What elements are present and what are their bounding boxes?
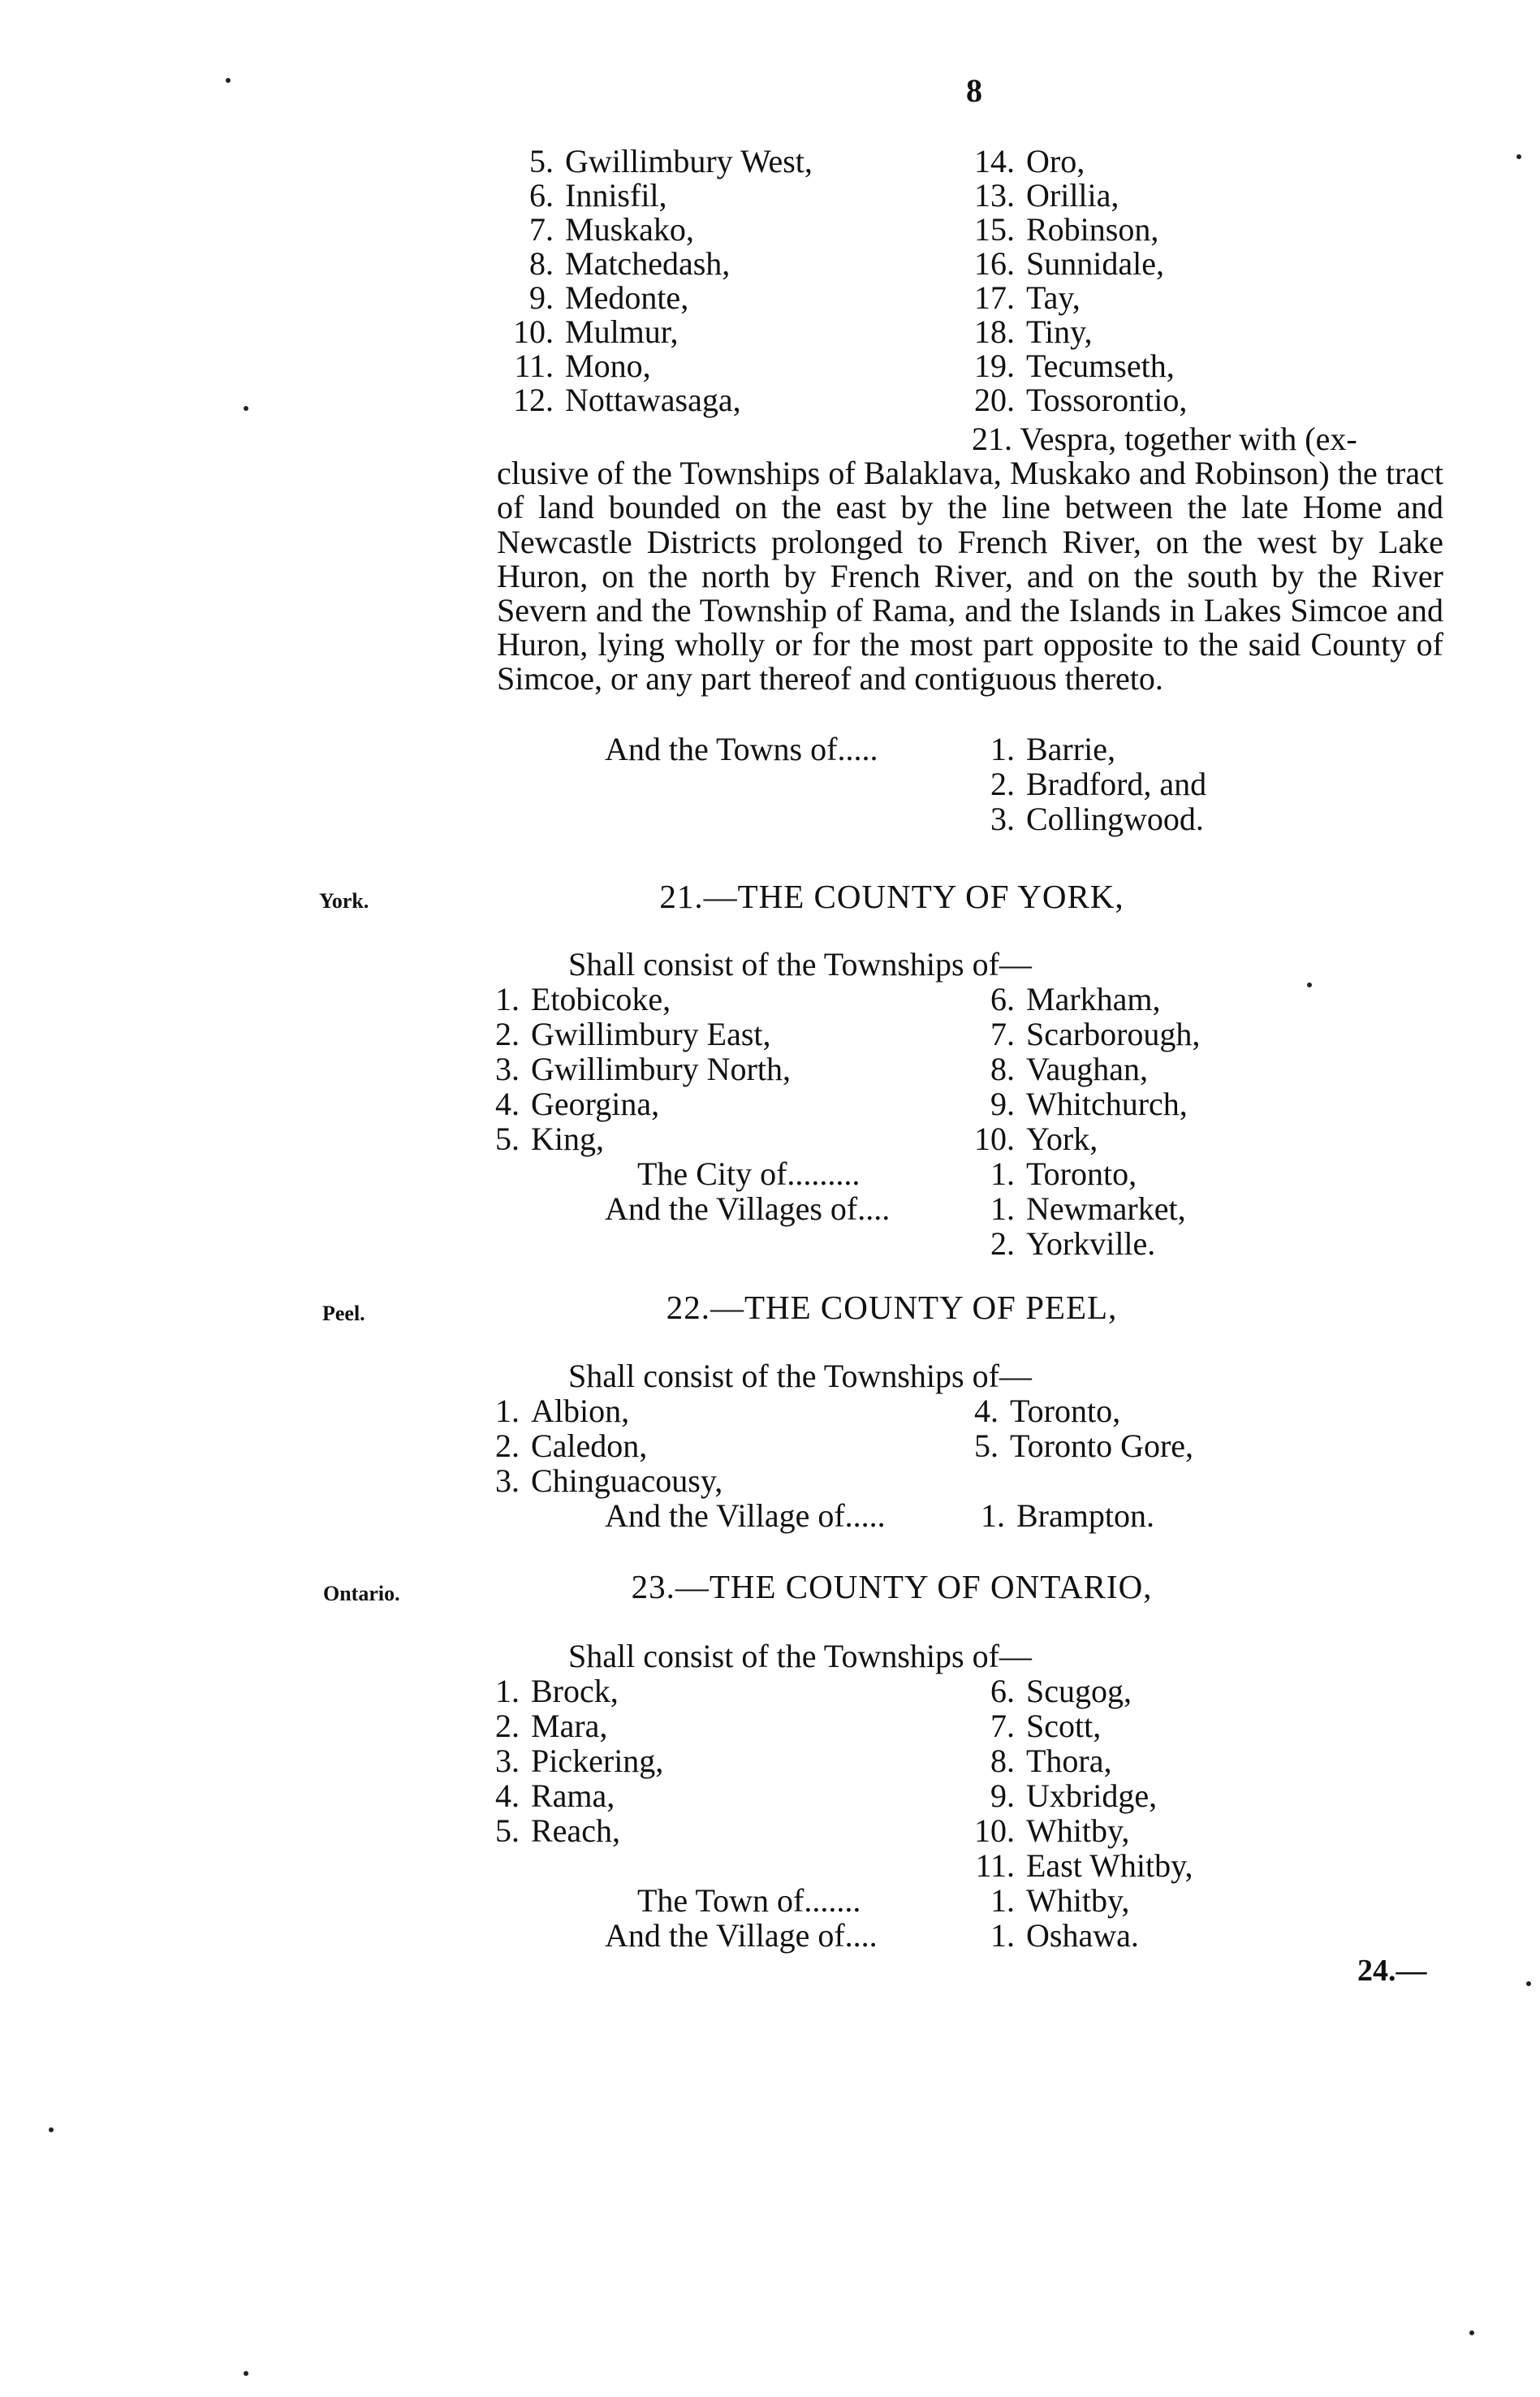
ontario-intro: Shall consist of the Townships of— [568,1638,1032,1674]
towns-label: And the Towns of..... [605,731,878,767]
scan-speck [49,2127,54,2132]
list-item: 5. Toronto Gore, [974,1427,1194,1464]
list-item: 5. Gwillimbury West, [529,143,813,179]
side-note-peel: Peel. [322,1302,365,1325]
list-item: 8. Thora, [990,1743,1112,1779]
scan-speck [1469,2330,1474,2335]
list-item: 12. Nottawasaga, [513,382,741,418]
scan-speck [244,406,248,411]
list-item: 2. Caledon, [495,1427,648,1464]
list-item: 7. Scarborough, [990,1016,1201,1052]
list-item: 18. Tiny, [974,313,1093,350]
list-item: 4. Rama, [495,1777,615,1814]
list-item: 1. Brock, [495,1673,619,1709]
catchword: 24.— [1357,1954,1427,1988]
list-item: 4. Georgina, [495,1086,660,1122]
scan-speck [244,2371,248,2376]
vespra-body: clusive of the Townships of Balaklava, Muskako and Robinson) the tract of land bounded on the east by the line between the late Home and Newcastle Districts prolonged to French River, on the west by Lake Huron, on the north by French River, and on the south by the River Severn and the Township of Rama, and the Islands in Lakes Simcoe and Huron, lying wholly or for the most part opposite to the said County of Simcoe, or any part thereof and contiguous thereto. [497,455,1443,698]
list-item: 9. Medonte, [529,279,689,316]
list-item: 5. King, [495,1121,604,1157]
list-item: 10. York, [974,1121,1098,1157]
list-item: 1. Newmarket, [990,1190,1186,1227]
vespra-paragraph [497,422,1443,697]
list-item: 9. Uxbridge, [990,1777,1158,1814]
list-item: 6. Innisfil, [529,177,667,214]
list-item: 11. Mono, [514,348,651,384]
list-item: 1. Etobicoke, [495,981,671,1017]
village-label: And the Village of..... [605,1497,886,1534]
list-item: 6. Markham, [990,981,1161,1017]
list-item: 3. Pickering, [495,1743,664,1779]
list-item: 16. Sunnidale, [974,245,1164,282]
peel-intro: Shall consist of the Townships of— [568,1358,1032,1394]
york-intro: Shall consist of the Townships of— [568,946,1032,983]
list-item: 10. Mulmur, [513,313,679,350]
list-item: 4. Toronto, [974,1393,1121,1429]
list-item: 7. Muskako, [529,211,694,248]
scan-speck [1307,983,1312,987]
side-note-york: York. [319,889,369,913]
list-item: 20. Tossorontio, [974,382,1188,418]
scan-speck [1526,1981,1531,1986]
list-item: 1. Barrie, [990,731,1115,767]
list-item: 10. Whitby, [974,1812,1130,1849]
scan-speck [226,78,231,83]
vespra-first-line: 21. Vespra, together with (ex- [972,421,1357,457]
list-item: 1. Toronto, [990,1155,1137,1192]
list-item: 11. East Whitby, [975,1847,1193,1884]
list-item: 14. Oro, [974,143,1085,179]
list-item: 5. Reach, [495,1812,620,1849]
list-item: 3. Collingwood. [990,801,1204,837]
town-label: The Town of....... [637,1882,861,1919]
list-item: 1. Brampton. [981,1497,1154,1534]
list-item: 8. Matchedash, [529,245,731,282]
list-item: 6. Scugog, [990,1673,1132,1709]
list-item: 2. Mara, [495,1708,608,1744]
section-heading-peel: 22.—THE COUNTY OF PEEL, [666,1289,1118,1326]
side-note-ontario: Ontario. [323,1582,400,1605]
list-item: 1. Whitby, [990,1882,1130,1919]
list-item: 17. Tay, [974,279,1081,316]
list-item: 3. Chinguacousy, [495,1462,723,1499]
scan-speck [1516,154,1521,159]
section-heading-ontario: 23.—THE COUNTY OF ONTARIO, [631,1568,1153,1605]
villages-label: And the Villages of.... [605,1190,891,1227]
list-item: 2. Yorkville. [990,1225,1156,1262]
list-item: 9. Whitchurch, [990,1086,1188,1122]
list-item: 2. Bradford, and [990,766,1207,802]
list-item: 19. Tecumseth, [974,348,1175,384]
list-item: 13. Orillia, [974,177,1119,214]
list-item: 7. Scott, [990,1708,1102,1744]
village-label: And the Village of.... [605,1917,878,1954]
list-item: 1. Albion, [495,1393,630,1429]
city-label: The City of......... [637,1155,861,1192]
page-number: 8 [966,72,982,109]
list-item: 15. Robinson, [974,211,1159,248]
list-item: 8. Vaughan, [990,1051,1148,1087]
list-item: 3. Gwillimbury North, [495,1051,791,1087]
list-item: 2. Gwillimbury East, [495,1016,771,1052]
section-heading-york: 21.—THE COUNTY OF YORK, [659,878,1124,915]
list-item: 1. Oshawa. [990,1917,1139,1954]
